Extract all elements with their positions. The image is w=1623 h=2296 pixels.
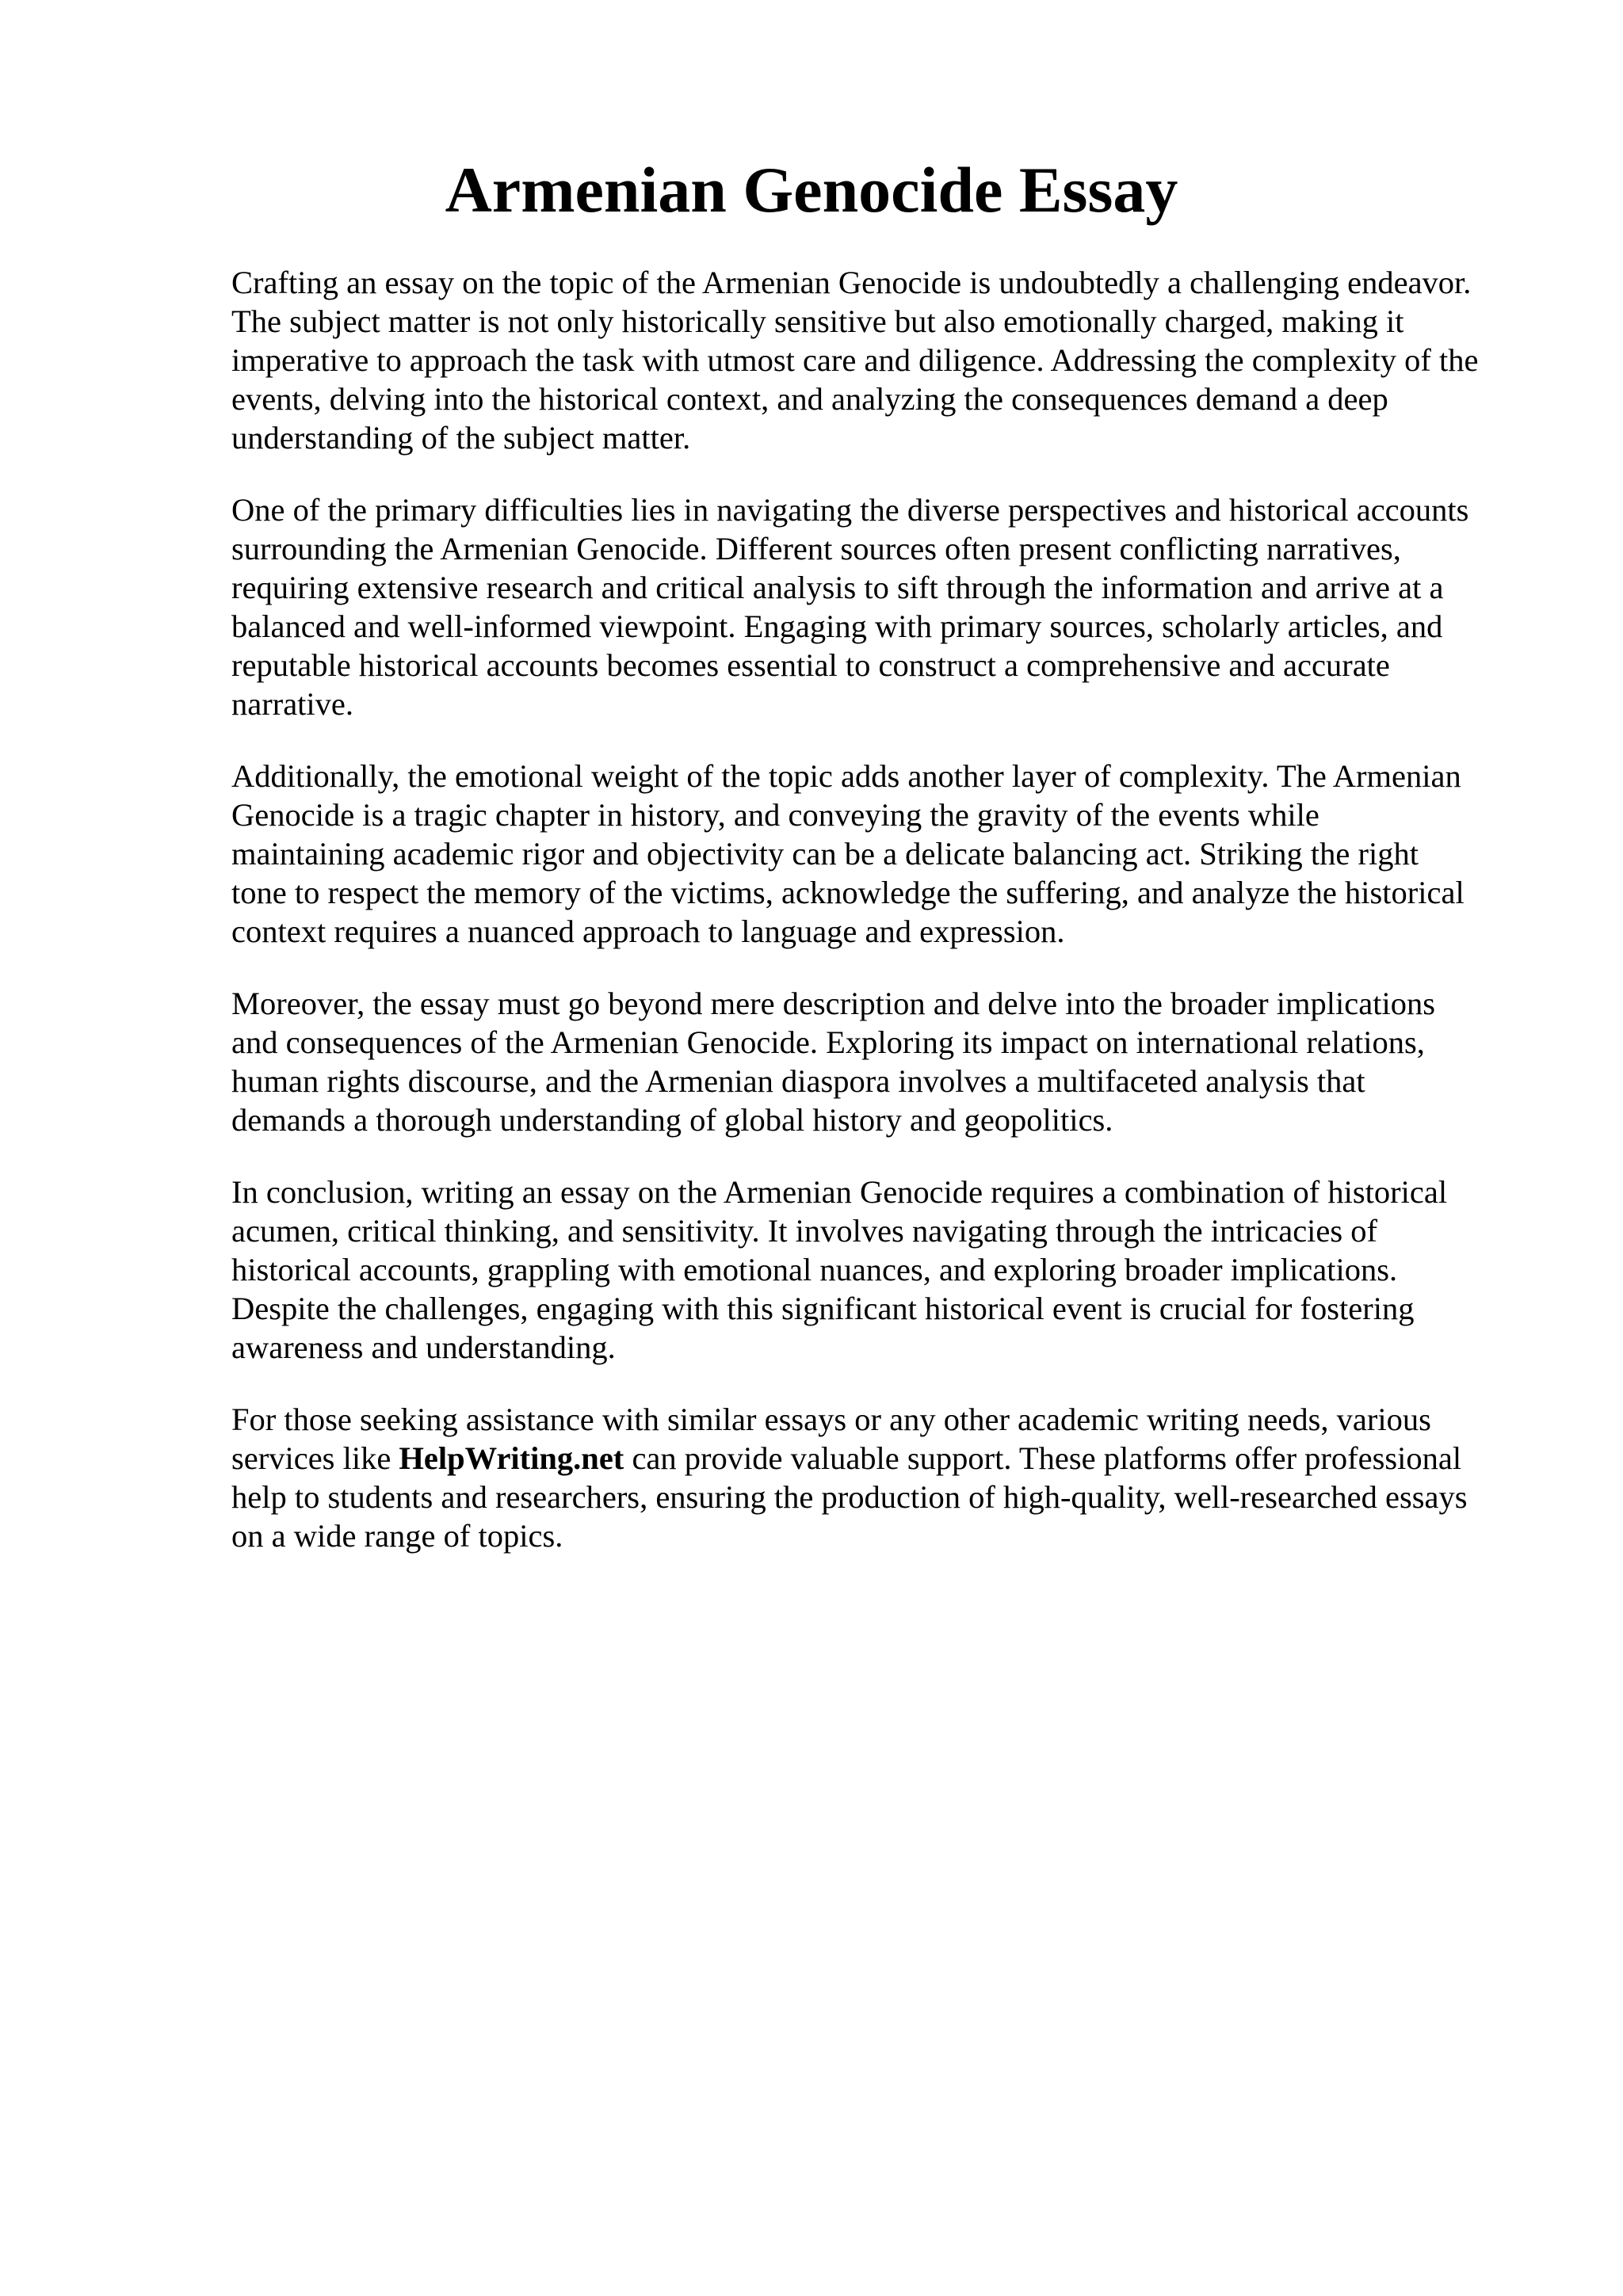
paragraph-intro [231,263,1515,457]
text-line: Genocide is a tragic chapter in history, and conveying the gravity of the events while [231,797,1319,833]
text-line: Crafting an essay on the topic of the Armenian Genocide is undoubtedly a challenging endeavor. [231,265,1472,300]
text-line: historical accounts, grappling with emotional nuances, and exploring broader implications. [231,1252,1398,1287]
document-title: Armenian Genocide Essay [445,154,1178,226]
text-line: help to students and researchers, ensuring the production of high-quality, well-researched essays [231,1479,1468,1515]
text-line: human rights discourse, and the Armenian diaspora involves a multifaceted analysis that [231,1063,1365,1099]
text-line: awareness and understanding. [231,1329,616,1365]
text-line: requiring extensive research and critical analysis to sift through the information and arrive at a [231,570,1444,605]
text-line: surrounding the Armenian Genocide. Different sources often present conflicting narratives, [231,531,1401,566]
text-line: For those seeking assistance with similar essays or any other academic writing needs, various [231,1402,1431,1437]
text-line: acumen, critical thinking, and sensitivity. It involves navigating through the intricacies of [231,1213,1378,1249]
paragraph-assistance [231,1400,1515,1555]
text-line: In conclusion, writing an essay on the Armenian Genocide requires a combination of historical [231,1174,1448,1210]
document-body [231,263,1515,1589]
text-line: on a wide range of topics. [231,1518,563,1554]
text-line: The subject matter is not only historically sensitive but also emotionally charged, making it [231,303,1404,339]
text-line: balanced and well-informed viewpoint. Engaging with primary sources, scholarly articles, and [231,608,1443,644]
paragraph-emotional-weight [231,757,1515,951]
text-line: Despite the challenges, engaging with this significant historical event is crucial for fostering [231,1291,1415,1326]
text-line: context requires a nuanced approach to language and expression. [231,913,1065,949]
text-line-with-brand [231,1439,1515,1478]
text-line: One of the primary difficulties lies in navigating the diverse perspectives and historical accounts [231,492,1469,528]
text-line: events, delving into the historical context, and analyzing the consequences demand a deep [231,381,1388,417]
text-fragment: can provide valuable support. These platforms offer professional [624,1440,1462,1476]
brand-name: HelpWriting.net [399,1440,624,1476]
text-line: tone to respect the memory of the victims, acknowledge the suffering, and analyze the historical [231,875,1465,910]
text-line: understanding of the subject matter. [231,420,691,456]
text-fragment: services like [231,1440,399,1476]
paragraph-difficulties [231,490,1515,723]
text-line: demands a thorough understanding of global history and geopolitics. [231,1102,1113,1138]
text-line: Moreover, the essay must go beyond mere description and delve into the broader implications [231,986,1435,1021]
text-line: reputable historical accounts becomes essential to construct a comprehensive and accurate [231,647,1390,683]
text-line: narrative. [231,686,354,722]
text-line: maintaining academic rigor and objectivity can be a delicate balancing act. Striking the right [231,836,1419,871]
text-line: Additionally, the emotional weight of the topic adds another layer of complexity. The Armenian [231,758,1461,794]
paragraph-implications [231,984,1515,1139]
text-line: imperative to approach the task with utmost care and diligence. Addressing the complexity of the [231,342,1479,378]
paragraph-conclusion [231,1173,1515,1367]
text-line: and consequences of the Armenian Genocide. Exploring its impact on international relations, [231,1024,1425,1060]
